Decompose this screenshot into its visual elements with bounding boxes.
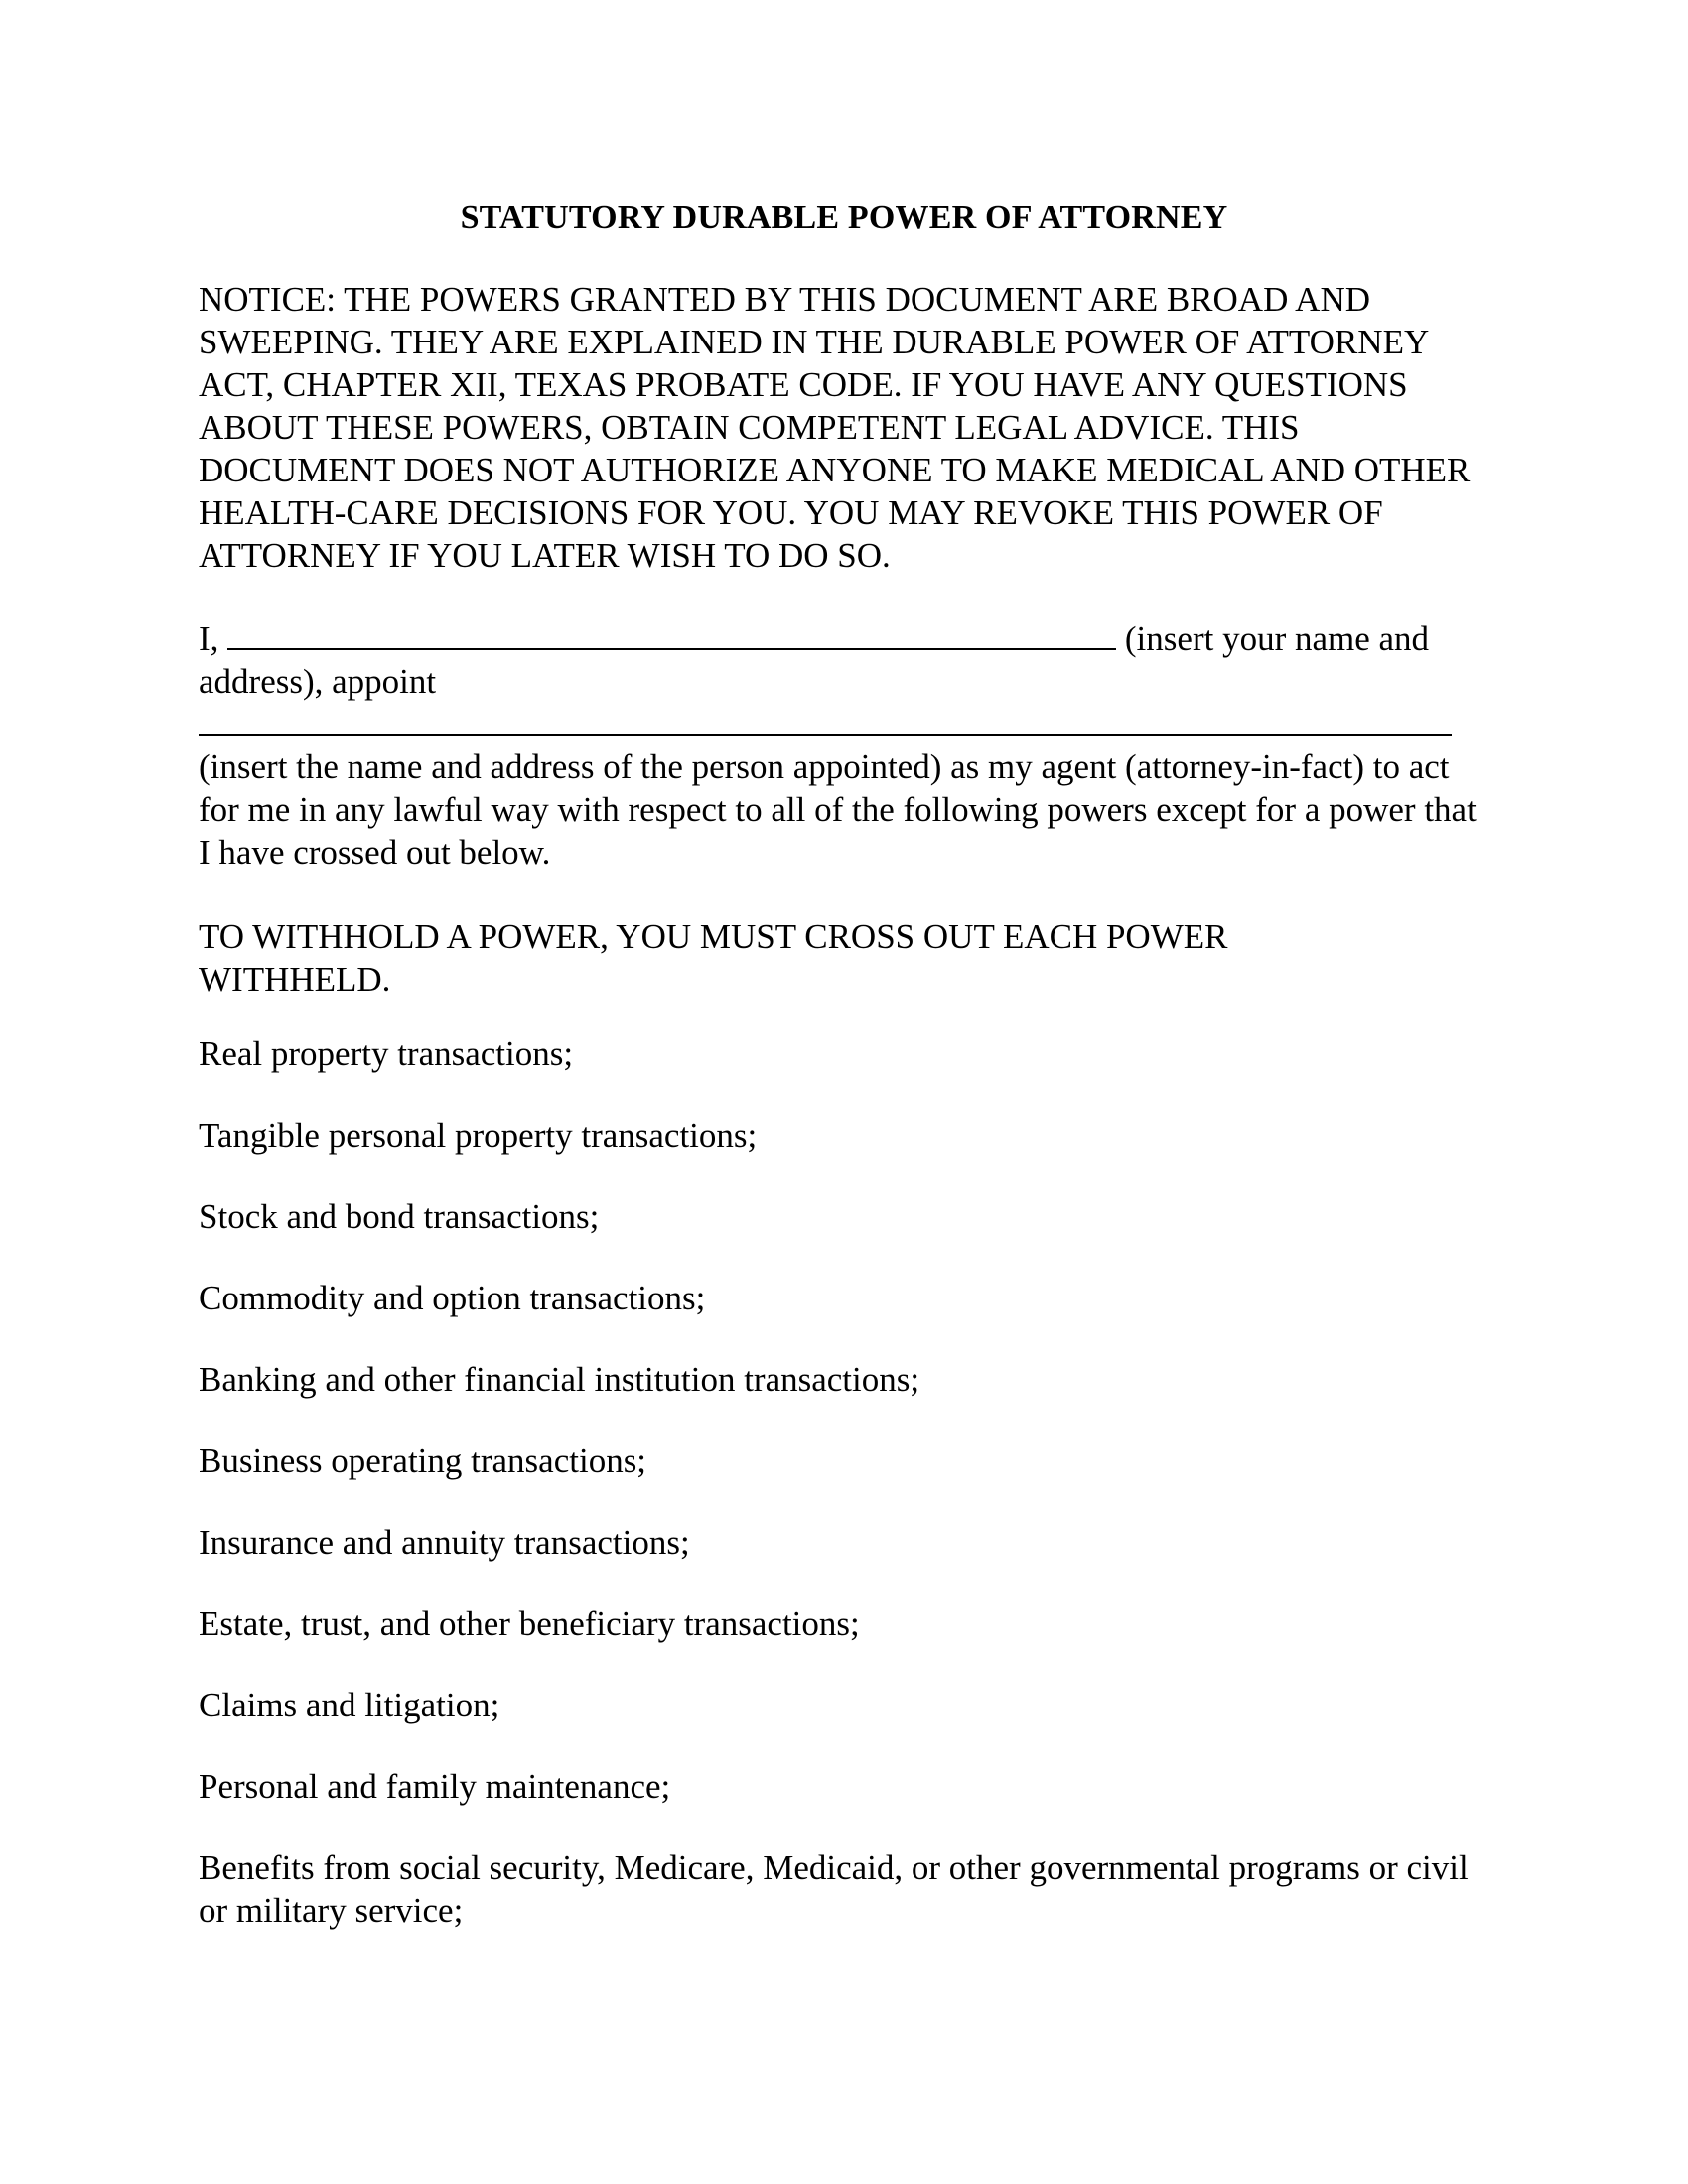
power-item[interactable]: Personal and family maintenance; — [199, 1767, 671, 1806]
power-item[interactable]: Benefits from social security, Medicare, Medicaid, or other governmental programs or civil or military service; — [199, 1848, 1469, 1930]
withhold-instruction: TO WITHHOLD A POWER, YOU MUST CROSS OUT EACH POWER WITHHELD. — [199, 917, 1228, 999]
document-title: STATUTORY DURABLE POWER OF ATTORNEY — [460, 200, 1228, 236]
notice-paragraph: NOTICE: THE POWERS GRANTED BY THIS DOCUMENT ARE BROAD AND SWEEPING. THEY ARE EXPLAINED IN THE DURABLE POWER OF ATTORNEY ACT, CHAPTER XII, TEXAS PROBATE CODE. IF YOU HAVE ANY QUESTIONS ABOUT THESE POWERS, OBTAIN COMPETENT LEGAL ADVICE. THIS DOCUMENT DOES NOT AUTHORIZE ANYONE TO MAKE MEDICAL AND OTHER HEALTH-CARE DECISIONS FOR YOU. YOU MAY REVOKE THIS POWER OF ATTORNEY IF YOU LATER WISH TO DO SO. — [199, 280, 1471, 575]
power-item[interactable]: Commodity and option transactions; — [199, 1279, 706, 1317]
principal-suffix: (insert your name and — [1124, 619, 1430, 658]
powers-list — [199, 1032, 1489, 1932]
power-item[interactable]: Tangible personal property transactions; — [199, 1116, 758, 1155]
power-item[interactable]: Estate, trust, and other beneficiary transactions; — [199, 1604, 860, 1643]
power-item[interactable]: Insurance and annuity transactions; — [199, 1523, 690, 1562]
agent-name-blank[interactable] — [199, 704, 1452, 736]
power-item[interactable]: Stock and bond transactions; — [199, 1197, 600, 1236]
power-item[interactable]: Banking and other financial institution transactions; — [199, 1360, 920, 1399]
agent-line — [199, 703, 1452, 746]
power-item[interactable]: Claims and litigation; — [199, 1686, 500, 1724]
power-item[interactable]: Real property transactions; — [199, 1034, 574, 1073]
principal-prefix: I, — [199, 619, 219, 658]
principal-name-blank[interactable] — [227, 618, 1116, 650]
document-page — [199, 0, 1489, 2184]
principal-line — [199, 617, 1429, 660]
power-item[interactable]: Business operating transactions; — [199, 1441, 647, 1480]
agent-instruction-paragraph: (insert the name and address of the person appointed) as my agent (attorney-in-fact) to act for me in any lawful way with respect to all of the following powers except for a power that I have crossed out below. — [199, 748, 1477, 872]
principal-line-2: address), appoint — [199, 662, 437, 701]
